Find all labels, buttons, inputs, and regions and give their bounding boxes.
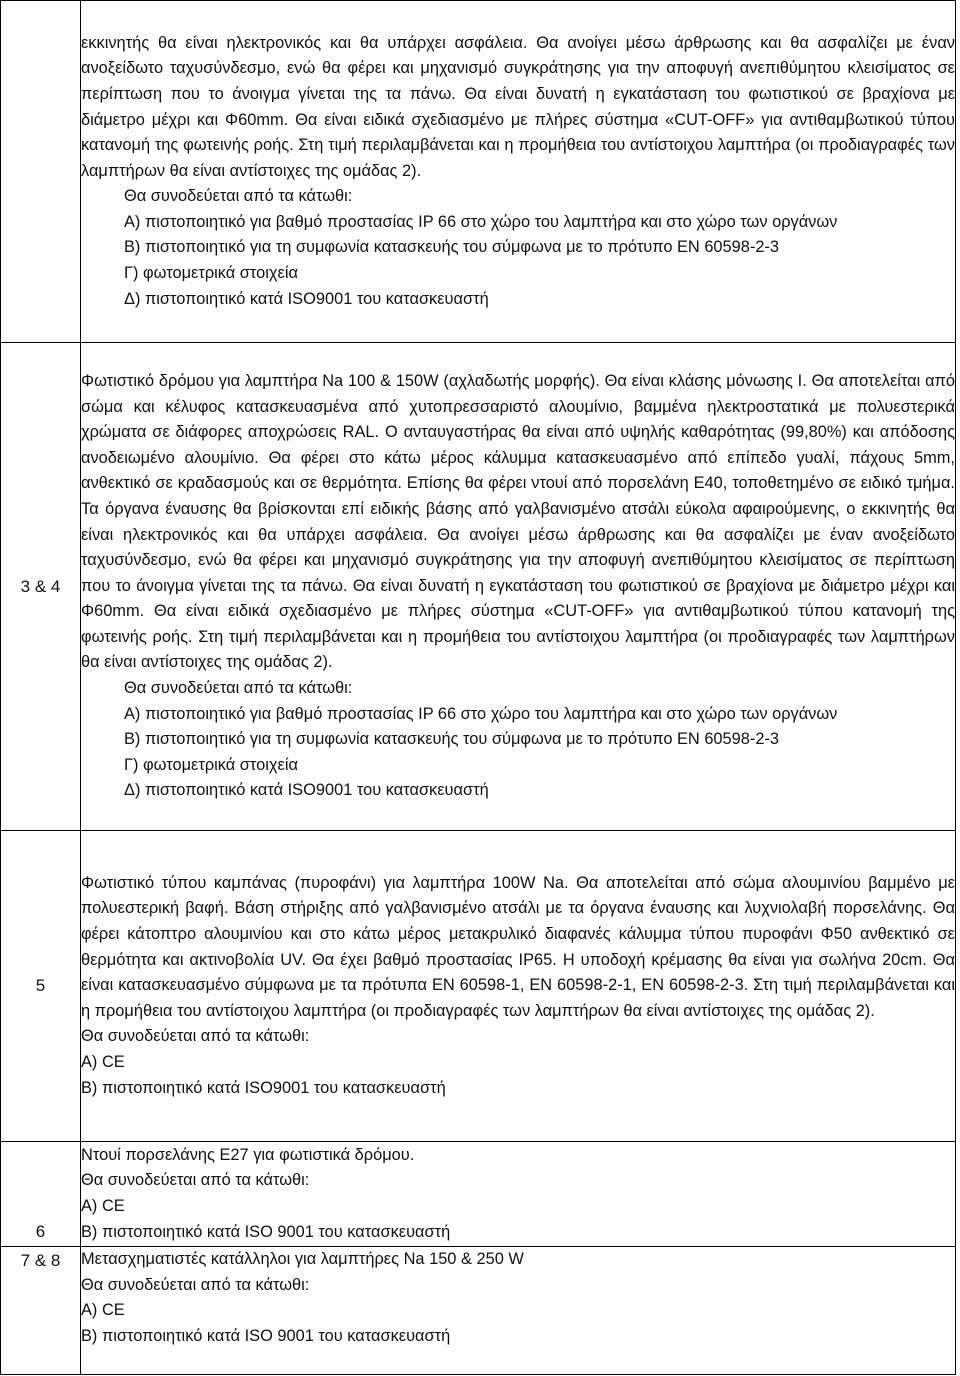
accompany-label: Θα συνοδεύεται από τα κάτωθι:: [81, 1275, 310, 1294]
accompany-label: Θα συνοδεύεται από τα κάτωθι:: [124, 187, 353, 206]
table-row: [1, 831, 956, 1142]
list-item: Δ) πιστοποιητικό κατά ISO9001 του κατασκευαστή: [124, 289, 489, 308]
description-cell: [81, 343, 956, 831]
list-item: Β) πιστοποιητικό κατά ISO 9001 του κατασκευαστή: [81, 1326, 451, 1345]
description-cell: [81, 1, 956, 343]
item-number-cell: [1, 831, 81, 1142]
list-item: Γ) φωτομετρικά στοιχεία: [124, 755, 298, 774]
list-item: Β) πιστοποιητικό κατά ISO9001 του κατασκευαστή: [81, 1078, 446, 1097]
item-number: 7 & 8: [20, 1251, 61, 1270]
list-item: Β) πιστοποιητικό για τη συμφωνία κατασκευής του σύμφωνα με το πρότυπο ΕΝ 60598-2-3: [124, 730, 780, 749]
item-number-cell: [1, 1142, 81, 1247]
item-number: 6: [35, 1222, 46, 1241]
list-item: Α) πιστοποιητικό για βαθμό προστασίας IP 66 στο χώρο του λαμπτήρα και στο χώρο των οργάνων: [124, 212, 838, 231]
item-number-cell: [1, 1247, 81, 1375]
list-item: Α) CE: [81, 1301, 125, 1320]
description-cell: [81, 1247, 956, 1375]
list-item: Δ) πιστοποιητικό κατά ISO9001 του κατασκευαστή: [124, 781, 489, 800]
table-row: [1, 1, 956, 343]
description-paragraph: Ντουί πορσελάνης Ε27 για φωτιστικά δρόμου.: [81, 1145, 415, 1164]
item-number-cell: [1, 1, 81, 343]
list-item: Α) CE: [81, 1197, 125, 1215]
list-item: Α) πιστοποιητικό για βαθμό προστασίας IP 66 στο χώρο του λαμπτήρα και στο χώρο των οργάνων: [124, 704, 838, 723]
description-paragraph: Φωτιστικό τύπου καμπάνας (πυροφάνι) για λαμπτήρα 100W Na. Θα αποτελείται από σώμα αλουμινίου βαμμένο με πολυεστερική βαφή. Βάση στήριξης από γαλβανισμένο ατσάλι με τα όργανα έναυσης και λυχνιολαβή πορσελάνης. Θα φέρει κάτοπτρο αλουμινίου και στο κάτω μέρος μετακρυλικό διαφανές κάλυμμα τύπου πυροφάνι Φ50 ανθεκτικό σε θερμότητα και ακτινοβολία UV. Θα έχει βαθμό προστασίας IP65. Η υποδοχή κρέμασης θα είναι για σωλήνα 20cm. Θα είναι κατασκευασμένο σύμφωνα με τα πρότυπα ΕΝ 60598-1, ΕΝ 60598-2-1, ΕΝ 60598-2-3. Στη τιμή περιλαμβάνεται και η προμήθεια του αντίστοιχου λαμπτήρα (οι προδιαγραφές των λαμπτήρων θα είναι αντίστοιχες της ομάδας 2).: [81, 873, 955, 1020]
list-item: Α) CE: [81, 1052, 125, 1071]
description-paragraph: εκκινητής θα είναι ηλεκτρονικός και θα υπάρχει ασφάλεια. Θα ανοίγει μέσω άρθρωσης και θα ασφαλίζει με έναν ανοξείδωτο ταχυσύνδεσμο, ενώ θα φέρει και μηχανισμό συγκράτησης για την αποφυγή ανεπιθύμητου κλεισίματος σε περίπτωση που το άνοιγμα γίνεται της τα πάνω. Θα είναι δυνατή η εγκατάσταση του φωτιστικού σε βραχίονα με διάμετρο μέχρι και Φ60mm. Θα είναι ειδικά σχεδιασμένο με πλήρες σύστημα «CUT-OFF» για αντιθαμβωτικού τύπου κατανομή της φωτεινής ροής. Στη τιμή περιλαμβάνεται και η προμήθεια του αντίστοιχου λαμπτήρα (οι προδιαγραφές των λαμπτήρων θα είναι αντίστοιχες της ομάδας 2).: [81, 33, 955, 180]
description-paragraph: Μετασχηματιστές κατάλληλοι για λαμπτήρες Na 150 & 250 W: [81, 1250, 524, 1268]
accompany-label: Θα συνοδεύεται από τα κάτωθι:: [81, 1171, 310, 1190]
item-number: 5: [35, 976, 46, 995]
table-row: [1, 1247, 956, 1375]
list-item: Β) πιστοποιητικό για τη συμφωνία κατασκευής του σύμφωνα με το πρότυπο ΕΝ 60598-2-3: [124, 238, 780, 257]
list-item: Β) πιστοποιητικό κατά ISO 9001 του κατασκευαστή: [81, 1222, 451, 1241]
item-number: 3 & 4: [20, 576, 61, 596]
description-paragraph: Φωτιστικό δρόμου για λαμπτήρα Na 100 & 150W (αχλαδωτής μορφής). Θα είναι κλάσης μόνωσης Ι. Θα αποτελείται από σώμα και κέλυφος κατασκευασμένα από χυτοπρεσσαριστό αλουμίνιο, βαμμένα ηλεκτροστατικά με πολυεστερικά χρώματα σε διάφορες αποχρώσεις RAL. Ο ανταυγαστήρας θα είναι από υψηλής καθαρότητας (99,80%) και απόδοσης ανοδειωμένο αλουμίνιο. Θα φέρει στο κάτω μέρος κάλυμμα κατασκευασμένο από επίπεδο γυαλί, πάχους 5mm, ανθεκτικό σε κραδασμούς και σε θερμότητα. Επίσης θα φέρει ντουί από πορσελάνη Ε40, τοποθετημένο σε ειδικό τμήμα. Τα όργανα έναυσης θα βρίσκονται επί ειδικής βάσης από γαλβανισμένο ατσάλι εύκολα αφαιρούμενης, ο εκκινητής θα είναι ηλεκτρονικός και θα υπάρχει ασφάλεια. Θα ανοίγει μέσω άρθρωσης και θα ασφαλίζει με έναν ανοξείδωτο ταχυσύνδεσμο, ενώ θα φέρει και μηχανισμό συγκράτησης για την αποφυγή ανεπιθύμητου κλεισίματος σε περίπτωση που το άνοιγμα γίνεται της τα πάνω. Θα είναι δυνατή η εγκατάσταση του φωτιστικού σε βραχίονα με διάμετρο μέχρι και Φ60mm. Θα είναι ειδικά σχεδιασμένο με πλήρες σύστημα «CUT-OFF» για αντιθαμβωτικού τύπου κατανομή της φωτεινής ροής. Στη τιμή περιλαμβάνεται και η προμήθεια του αντίστοιχου λαμπτήρα (οι προδιαγραφές των λαμπτήρων θα είναι αντίστοιχες της ομάδας 2).: [81, 371, 956, 672]
accompany-label: Θα συνοδεύεται από τα κάτωθι:: [124, 679, 353, 698]
accompany-label: Θα συνοδεύεται από τα κάτωθι:: [81, 1027, 310, 1046]
description-cell: [81, 831, 956, 1142]
item-number-cell: [1, 343, 81, 831]
list-item: Γ) φωτομετρικά στοιχεία: [124, 264, 298, 283]
table-row: [1, 1142, 956, 1247]
table-row: [1, 343, 956, 831]
description-cell: [81, 1142, 956, 1247]
